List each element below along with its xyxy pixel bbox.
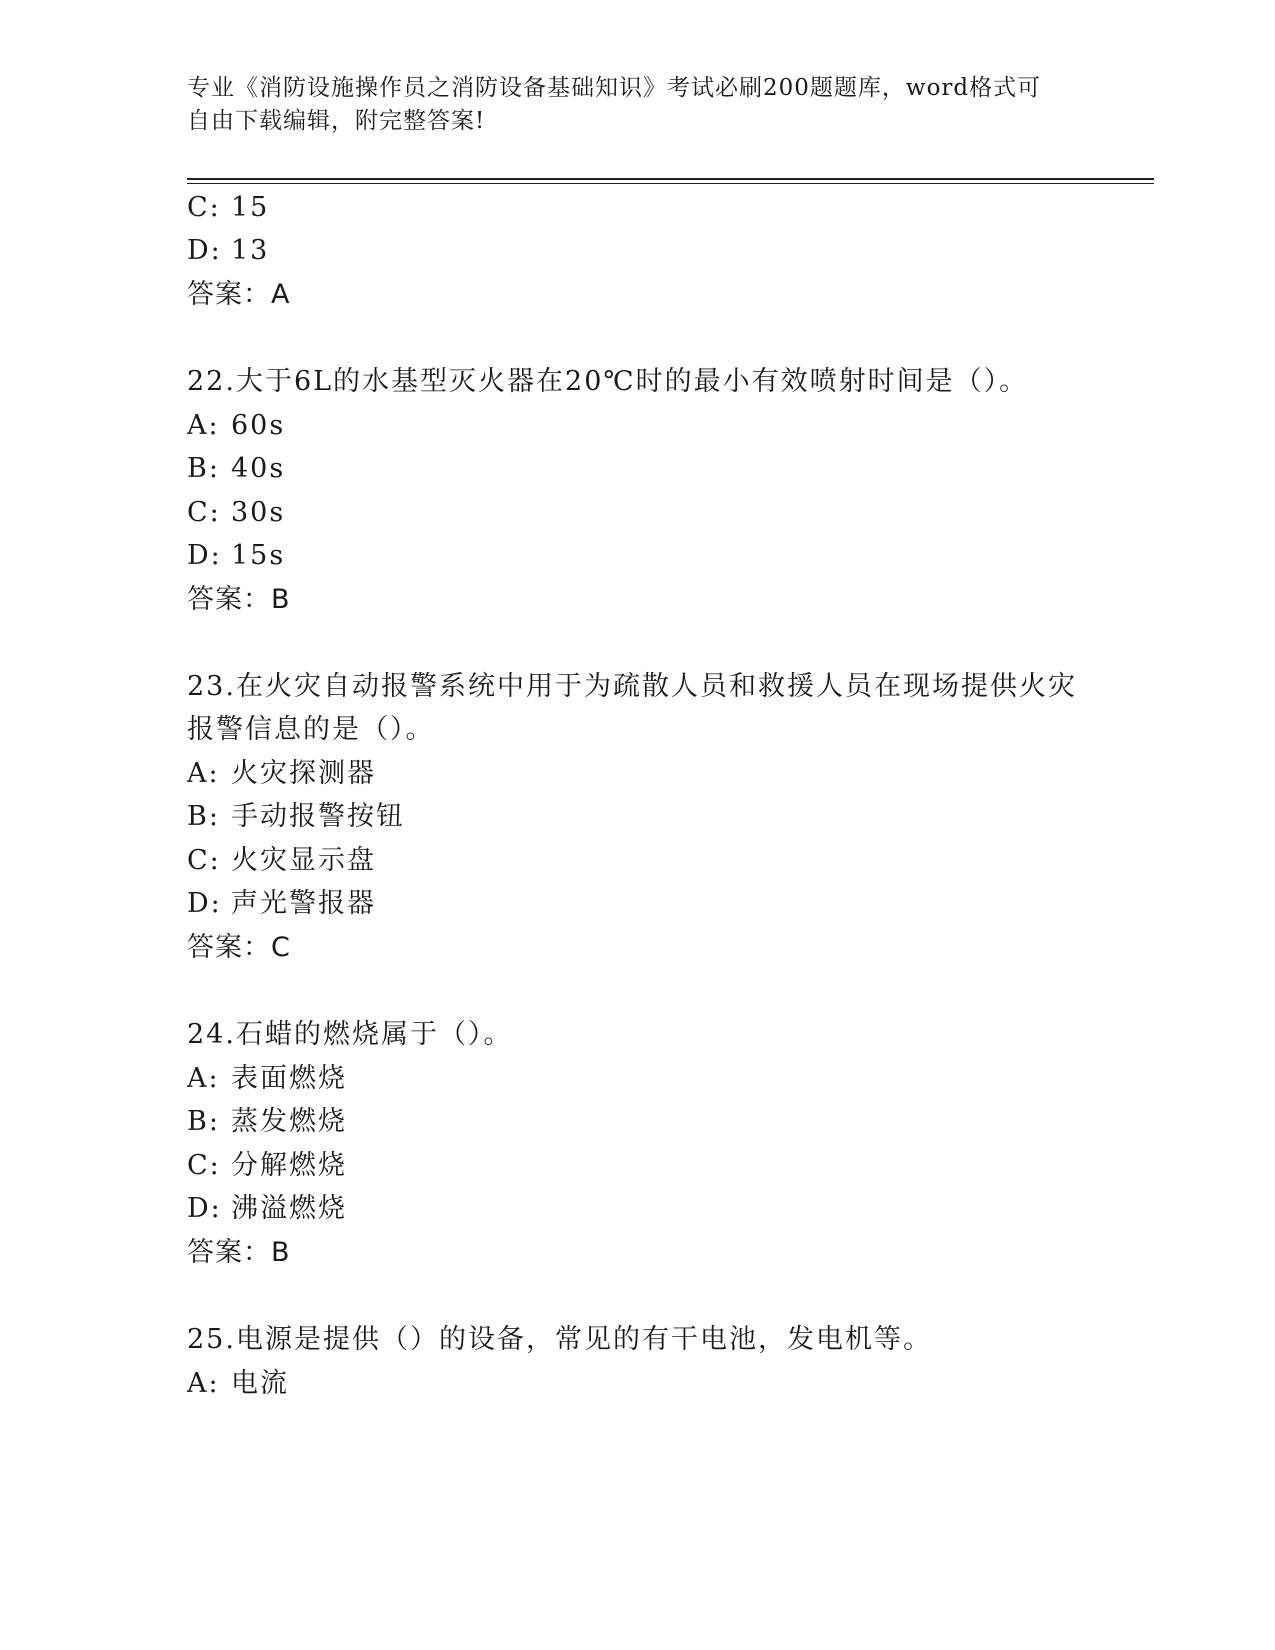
option-text: 声光警报器: [231, 888, 376, 919]
q25-option-a: [187, 1366, 289, 1402]
option-letter: A:: [187, 1063, 220, 1094]
option-text: 手动报警按钮: [231, 801, 405, 832]
prev-option-d: [187, 233, 269, 269]
option-letter: D:: [187, 1193, 222, 1224]
prev-answer: 答案：A: [187, 279, 291, 310]
option-text: 蒸发燃烧: [231, 1106, 347, 1137]
option-text: 表面燃烧: [231, 1063, 347, 1094]
q22-answer: 答案：B: [187, 584, 291, 615]
q25-stem: 25.电源是提供（）的设备，常见的有干电池，发电机等。: [187, 1324, 932, 1355]
option-text: 分解燃烧: [231, 1150, 347, 1181]
q24-option-b: [187, 1104, 347, 1140]
q22-option-c: [187, 495, 285, 531]
q24-answer: 答案：B: [187, 1237, 291, 1268]
option-letter: C:: [187, 1150, 221, 1181]
option-text: 火灾探测器: [231, 758, 376, 789]
option-letter: A:: [187, 410, 220, 441]
q22-option-d: [187, 538, 285, 574]
q23-stem-line-1: 23.在火灾自动报警系统中用于为疏散人员和救援人员在现场提供火灾: [187, 671, 1077, 702]
q23-option-b: [187, 799, 405, 835]
option-letter: D:: [187, 888, 222, 919]
q23-option-c: [187, 843, 376, 879]
document-header: [187, 72, 1087, 138]
option-letter: D:: [187, 540, 222, 571]
q24-option-d: [187, 1191, 347, 1227]
q24-option-c: [187, 1148, 347, 1184]
option-letter: D:: [187, 235, 222, 266]
q22-option-b: [187, 451, 285, 487]
option-text: 15: [231, 192, 270, 223]
header-line-1: 专业《消防设施操作员之消防设备基础知识》考试必刷200题题库，word格式可: [187, 75, 1042, 101]
option-text: 30s: [231, 497, 286, 528]
option-text: 15s: [231, 540, 286, 571]
q23-option-d: [187, 886, 376, 922]
option-text: 电流: [231, 1368, 289, 1399]
option-text: 沸溢燃烧: [231, 1193, 347, 1224]
option-letter: A:: [187, 1368, 220, 1399]
q23-option-a: [187, 756, 376, 792]
option-letter: C:: [187, 845, 221, 876]
option-letter: B:: [187, 453, 220, 484]
option-letter: B:: [187, 801, 220, 832]
option-text: 13: [231, 235, 270, 266]
option-letter: C:: [187, 497, 221, 528]
q23-stem-line-2: 报警信息的是（）。: [187, 714, 435, 745]
q24-stem: 24.石蜡的燃烧属于（）。: [187, 1019, 513, 1050]
option-letter: C:: [187, 192, 221, 223]
header-line-2: 自由下载编辑，附完整答案!: [187, 108, 486, 134]
option-letter: A:: [187, 758, 220, 789]
header-rule-thin: [187, 183, 1154, 184]
option-letter: B:: [187, 1106, 220, 1137]
q22-stem: 22.大于6L的水基型灭火器在20℃时的最小有效喷射时间是（）。: [187, 366, 1029, 397]
prev-option-c: [187, 190, 269, 226]
q23-answer: 答案：C: [187, 932, 291, 963]
option-text: 60s: [231, 410, 286, 441]
q24-option-a: [187, 1061, 347, 1097]
option-text: 火灾显示盘: [231, 845, 376, 876]
option-text: 40s: [231, 453, 286, 484]
header-rule-thick: [187, 178, 1154, 180]
q22-option-a: [187, 408, 285, 444]
